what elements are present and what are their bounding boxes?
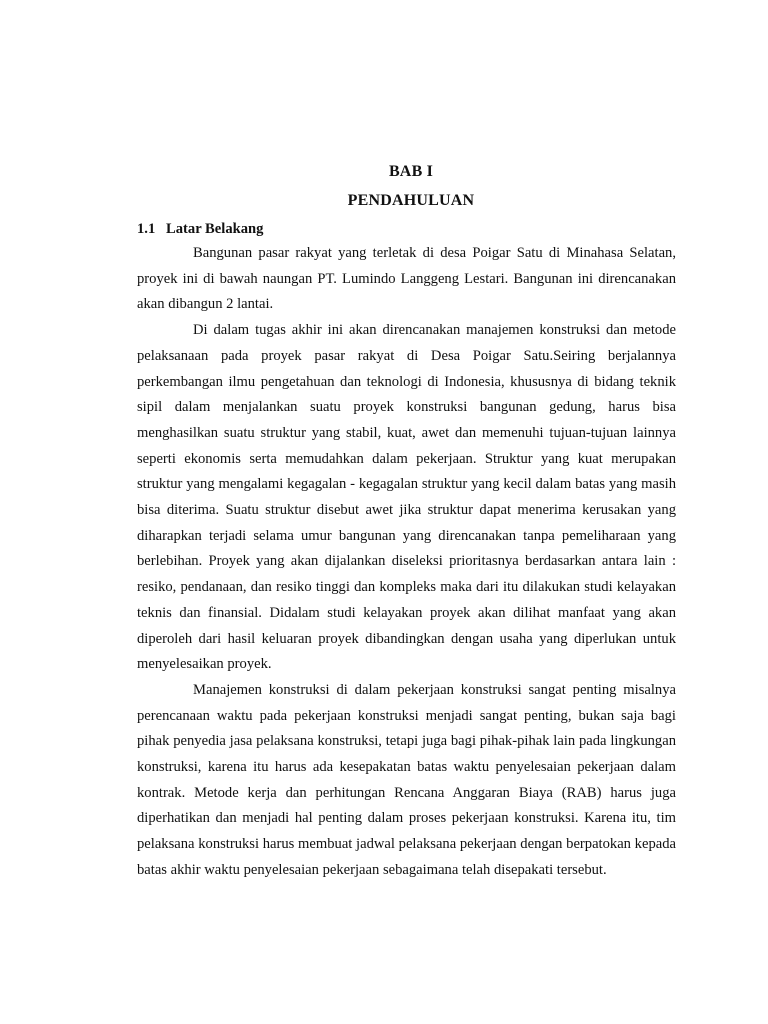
paragraph: Di dalam tugas akhir ini akan direncanakan manajemen konstruksi dan metode pelaksanaan pada proyek pasar rakyat di Desa Poigar Satu.Seiring berjalannya perkembangan ilmu pengetahuan dan teknologi di Indonesia, khususnya di bidang teknik sipil dalam menjalankan suatu proyek konstruksi bangunan gedung, harus bisa menghasilkan suatu struktur yang stabil, kuat, awet dan memenuhi tujuan-tujuan lainnya seperti ekonomis serta memudahkan dalam pekerjaan. Struktur yang kuat merupakan struktur yang mengalami kegagalan - kegagalan struktur yang kecil dalam batas yang masih bisa diterima. Suatu struktur disebut awet jika struktur dapat menerima kerusakan yang diharapkan terjadi selama umur bangunan yang direncanakan tanpa pemeliharaan yang berlebihan. Proyek yang akan dijalankan diseleksi prioritasnya berdasarkan antara lain : resiko, pendanaan, dan resiko tinggi dan kompleks maka dari itu dilakukan studi kelayakan teknis dan finansial. Didalam studi kelayakan proyek akan dilihat manfaat yang akan diperoleh dari hasil keluaran proyek dibandingkan dengan usaha yang diperlukan untuk menyelesaikan proyek. (137, 322, 676, 673)
paragraph: Manajemen konstruksi di dalam pekerjaan konstruksi sangat penting misalnya perencanaan waktu pada pekerjaan konstruksi menjadi sangat penting, bukan saja bagi pihak penyedia jasa pelaksana konstruksi, tetapi juga bagi pihak-pihak lain pada lingkungan konstruksi, karena itu harus ada kesepakatan batas waktu penyelesaian pekerjaan dalam kontrak. Metode kerja dan perhitungan Rencana Anggaran Biaya (RAB) harus juga diperhatikan dan menjadi hal penting dalam proses pekerjaan konstruksi. Karena itu, tim pelaksana konstruksi harus membuat jadwal pelaksana pekerjaan dengan berpatokan kepada batas akhir waktu penyelesaian pekerjaan sebagaimana telah disepakati tersebut. (137, 681, 676, 878)
section-number: 1.1 (137, 221, 156, 237)
section-heading (137, 221, 263, 238)
paragraph: Bangunan pasar rakyat yang terletak di desa Poigar Satu di Minahasa Selatan, proyek ini di bawah naungan PT. Lumindo Langgeng Lestari. Bangunan ini direncanakan akan dibangun 2 lantai. (137, 245, 676, 313)
section-title: Latar Belakang (166, 221, 264, 237)
body-text (137, 241, 676, 884)
chapter-number: BAB I (388, 163, 434, 180)
chapter-title: PENDAHULUAN (347, 192, 475, 209)
